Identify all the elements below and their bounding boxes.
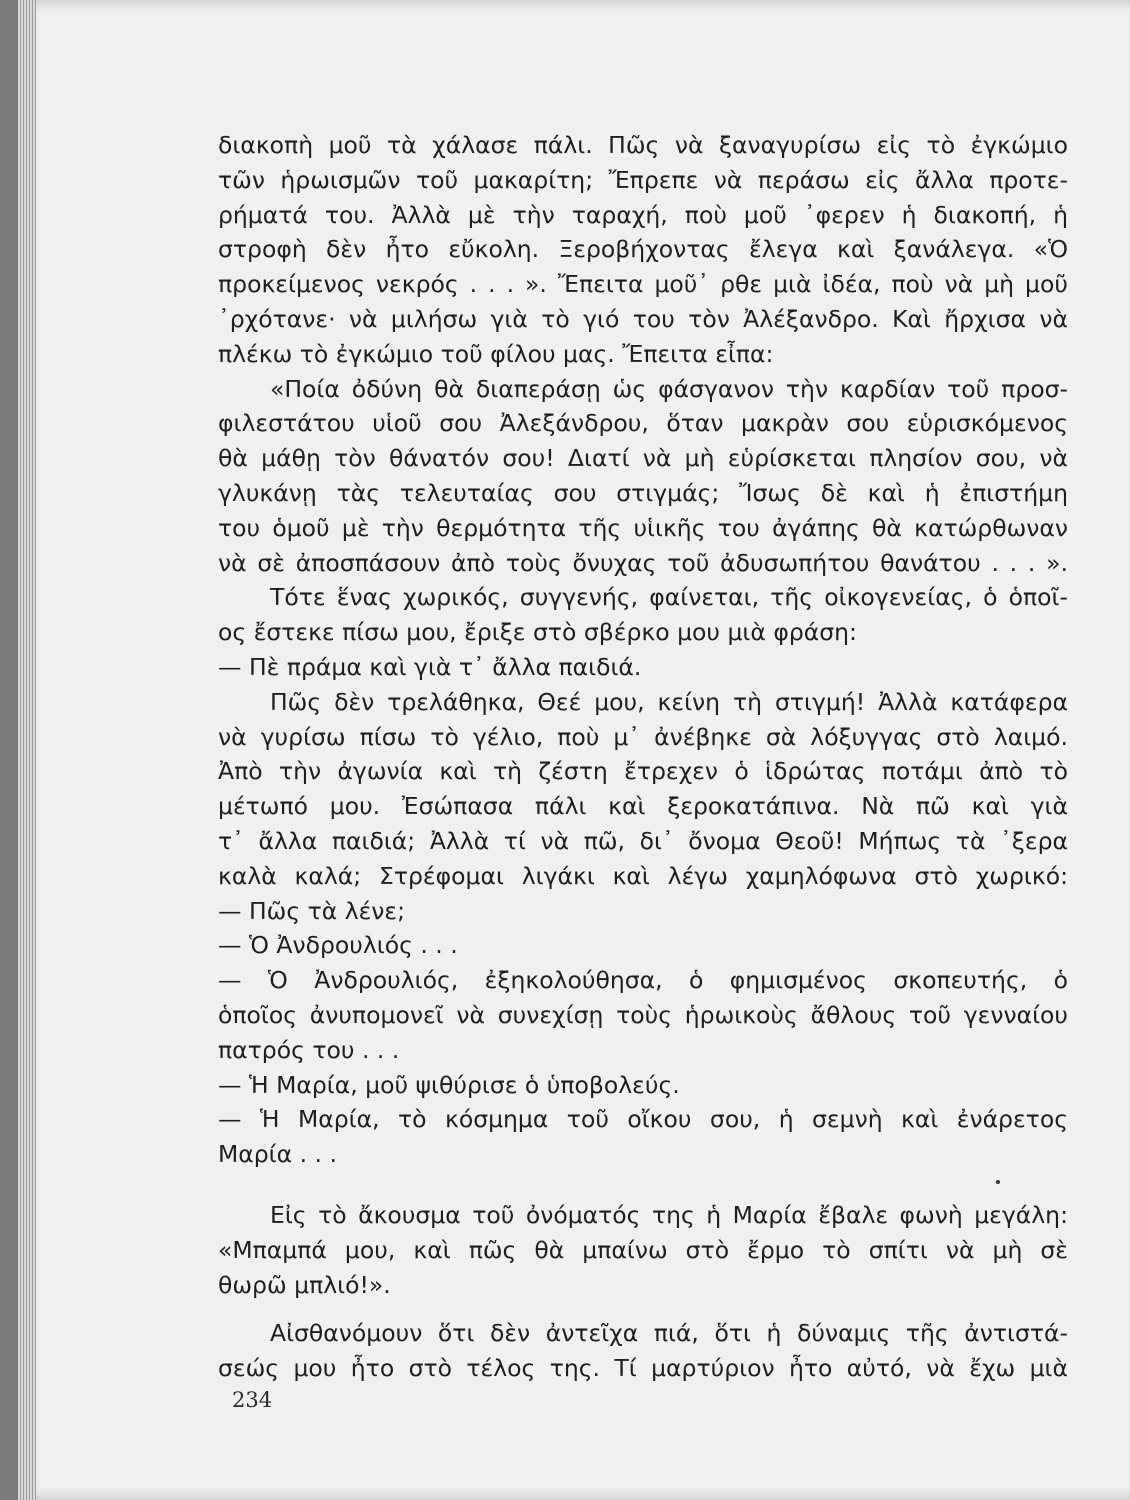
page-edge [18, 0, 36, 1500]
text-line: — Ὁ Ἀνδρουλιός . . . [218, 931, 458, 960]
text-line: σεώς μου ἦτο στὸ τέλος της. Τί μαρτύριον ἦτο αὐτό, νὰ ἔχω μιὰ [218, 1354, 1068, 1383]
text-line: πλέκω τὸ ἐγκώμιο τοῦ φίλου μας. Ἔπειτα εἶπα: [218, 339, 774, 368]
text-line: — Ὁ Ἀνδρουλιός, ἐξηκολούθησα, ὁ φημισμένος σκοπευτής, ὁ [218, 966, 1068, 995]
text-line: ᾽ρχότανε· νὰ μιλήσω γιὰ τὸ γιό του τὸν Ἀλέξανδρο. Καὶ ἤρχισα νὰ [218, 304, 1068, 333]
text-line: — Ἡ Μαρία, μοῦ ψιθύρισε ὁ ὑποβολεύς. [218, 1070, 680, 1099]
text-line: ος ἔστεκε πίσω μου, ἔριξε στὸ σβέρκο μου μιὰ φράση: [218, 618, 857, 647]
text-line: μέτωπό μου. Ἐσώπασα πάλι καὶ ξεροκατάπινα. Νὰ πῶ καὶ γιὰ [218, 792, 1068, 821]
text-line: θωρῶ μπλιό!». [218, 1270, 391, 1299]
text-line: Αἰσθανόμουν ὅτι δὲν ἀντεῖχα πιά, ὅτι ἡ δύναμις τῆς ἀντιστά- [270, 1319, 1068, 1348]
book-page [18, 0, 1130, 1500]
page-number: 234 [232, 1388, 273, 1412]
text-line: πατρός του . . . [218, 1035, 400, 1064]
text-line: τῶν ἡρωισμῶν τοῦ μακαρίτη; Ἔπρεπε νὰ περάσω εἰς ἄλλα προτε- [218, 165, 1068, 194]
text-line: — Πὲ πράμα καὶ γιὰ τ᾽ ἄλλα παιδιά. [218, 652, 642, 681]
text-line: ρήματά του. Ἀλλὰ μὲ τὴν ταραχή, ποὺ μοῦ ᾽φερεν ἡ διακοπή, ἡ [218, 200, 1068, 229]
text-line: Τότε ἕνας χωρικός, συγγενής, φαίνεται, τῆς οἰκογενείας, ὁ ὁποῖ- [270, 583, 1068, 612]
text-line: «Ποία ὀδύνη θὰ διαπεράσῃ ὡς φάσγανον τὴν καρδίαν τοῦ προσ- [270, 374, 1068, 403]
text-line: ὁποῖος ἀνυπομονεῖ νὰ συνεχίσῃ τοὺς ἡρωικοὺς ἄθλους τοῦ γενναίου [218, 1000, 1068, 1029]
text-line: — Ἡ Μαρία, τὸ κόσμημα τοῦ οἴκου σου, ἡ σεμνὴ καὶ ἐνάρετος [218, 1105, 1068, 1134]
text-line: — Πῶς τὰ λένε; [218, 896, 406, 925]
text-line: του ὁμοῦ μὲ τὴν θερμότητα τῆς υἱικῆς του ἀγάπης θὰ κατώρθωναν [218, 513, 1068, 542]
text-line: «Μπαμπά μου, καὶ πῶς θὰ μπαίνω στὸ ἔρμο τὸ σπίτι νὰ μὴ σὲ [218, 1235, 1068, 1264]
text-line: θὰ μάθῃ τὸν θάνατόν σου! Διατί νὰ μὴ εὑρίσκεται πλησίον σου, νὰ [218, 444, 1068, 473]
text-line: διακοπὴ μοῦ τὰ χάλασε πάλι. Πῶς νὰ ξαναγυρίσω εἰς τὸ ἐγκώμιο [218, 131, 1068, 159]
text-line: τ᾽ ἄλλα παιδιά; Ἀλλὰ τί νὰ πῶ, δι᾽ ὄνομα Θεοῦ! Μήπως τὰ ᾽ξερα [218, 826, 1068, 855]
text-line: Πῶς δὲν τρελάθηκα, Θεέ μου, κείνη τὴ στιγμή! Ἀλλὰ κατάφερα [270, 687, 1068, 716]
text-line: στροφὴ δὲν ἦτο εὔκολη. Ξεροβήχοντας ἔλεγα καὶ ξανάλεγα. «Ὁ [218, 235, 1068, 264]
text-line: νὰ σὲ ἀποσπάσουν ἀπὸ τοὺς ὄνυχας τοῦ ἀδυσωπήτου θανάτου . . . ». [218, 548, 1068, 577]
text-line: προκείμενος νεκρός . . . ». Ἔπειτα μοῦ᾽ ρθε μιὰ ἰδέα, ποὺ νὰ μὴ μοῦ [218, 270, 1068, 299]
text-line: φιλεστάτου υἱοῦ σου Ἀλεξάνδρου, ὅταν μακρὰν σου εὑρισκόμενος [218, 409, 1068, 438]
text-line: Ἀπὸ τὴν ἀγωνία καὶ τὴ ζέστη ἔτρεχεν ὁ ἱδρώτας ποτάμι ἀπὸ τὸ [218, 757, 1068, 786]
text-line: καλὰ καλά; Στρέφομαι λιγάκι καὶ λέγω χαμηλόφωνα στὸ χωρικό: [218, 861, 1068, 890]
speck [996, 1180, 1000, 1184]
text-line: νὰ γυρίσω πίσω τὸ γέλιο, ποὺ μ᾽ ἀνέβηκε σὰ λόξυγγας στὸ λαιμό. [218, 722, 1068, 751]
text-line: Εἰς τὸ ἄκουσμα τοῦ ὀνόματός της ἡ Μαρία ἔβαλε φωνὴ μεγάλη: [270, 1200, 1068, 1229]
text-line: γλυκάνῃ τὰς τελευταίας σου στιγμάς; Ἴσως δὲ καὶ ἡ ἐπιστήμη [218, 478, 1068, 507]
text-line: Μαρία . . . [218, 1140, 337, 1169]
body-text [218, 128, 1068, 1386]
